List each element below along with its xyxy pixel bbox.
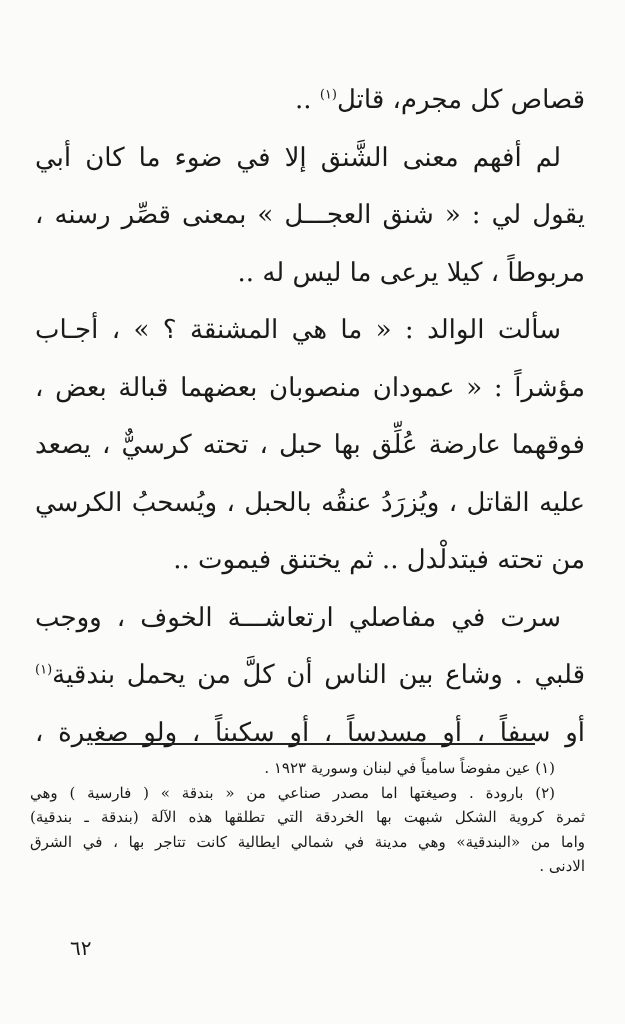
body-line-2: لم أفهم معنى الشَّنق إلا في ضوء ما كان أبي <box>35 142 561 173</box>
body-line-8: عليه القاتل ، ويُزرَدُ عنقُه بالحبل ، ويُسحبُ الكرسي <box>35 487 585 518</box>
body-line-4: مربوطاً ، كيلا يرعى ما ليس له .. <box>237 257 585 288</box>
body-line-7: فوقهما عارضة عُلِّق بها حبل ، تحته كرسيٌّ ، يصعد <box>35 430 585 460</box>
footnote-marker: (١) <box>319 87 337 103</box>
footnote-marker: (١) <box>35 662 53 678</box>
body-line-10: سرت في مفاصلي ارتعاشـــة الخوف ، ووجب <box>35 602 561 633</box>
body-line-6: مؤشراً : « عمودان منصوبان بعضهما قبالة بعض ، <box>35 372 585 403</box>
footnotes <box>30 756 585 879</box>
footnote-divider <box>95 743 535 745</box>
body-line-1: قصاص كل مجرم، قاتل$^{(١)}$ .. <box>295 85 585 115</box>
body-text <box>35 72 585 762</box>
body-line-5: سألت الوالد : « ما هي المشنقة ؟ » ، أجـاب <box>35 315 561 345</box>
footnote-line-3: ثمرة كروية الشكل شبهت بها الخردقة التي تطلقها هذه الآلة (بندقة ـ بندقية) <box>30 808 585 826</box>
body-line-9: من تحته فيتدلْدل .. ثم يختنق فيموت .. <box>173 545 585 575</box>
body-line-12: أو سيفاً ، أو مسدساً ، أو سكيناً ، ولو صغيرة ، <box>35 717 585 748</box>
footnote-line-2: (٢) بارودة . وصيغتها اما مصدر صناعي من « بندقة » ( فارسية ) وهي <box>30 783 555 802</box>
body-line-11: قلبي . وشاع بين الناس أن كلَّ من يحمل بندقية$^{(١)}$ <box>35 660 585 690</box>
footnote-line-4: واما من «البندقية» وهي مدينة في شمالي ايطالية كانت تتاجر بها ، في الشرق <box>30 832 585 851</box>
footnote-line-1: (١) عين مفوضاً سامياً في لبنان وسورية ١٩٢٣ . <box>264 759 555 777</box>
footnote-line-5: الادنى . <box>539 857 585 875</box>
page-number: ٦٢ <box>70 936 92 960</box>
body-line-3: يقول لي : « شنق العجـــل » بمعنى قصِّر رسنه ، <box>35 200 585 230</box>
